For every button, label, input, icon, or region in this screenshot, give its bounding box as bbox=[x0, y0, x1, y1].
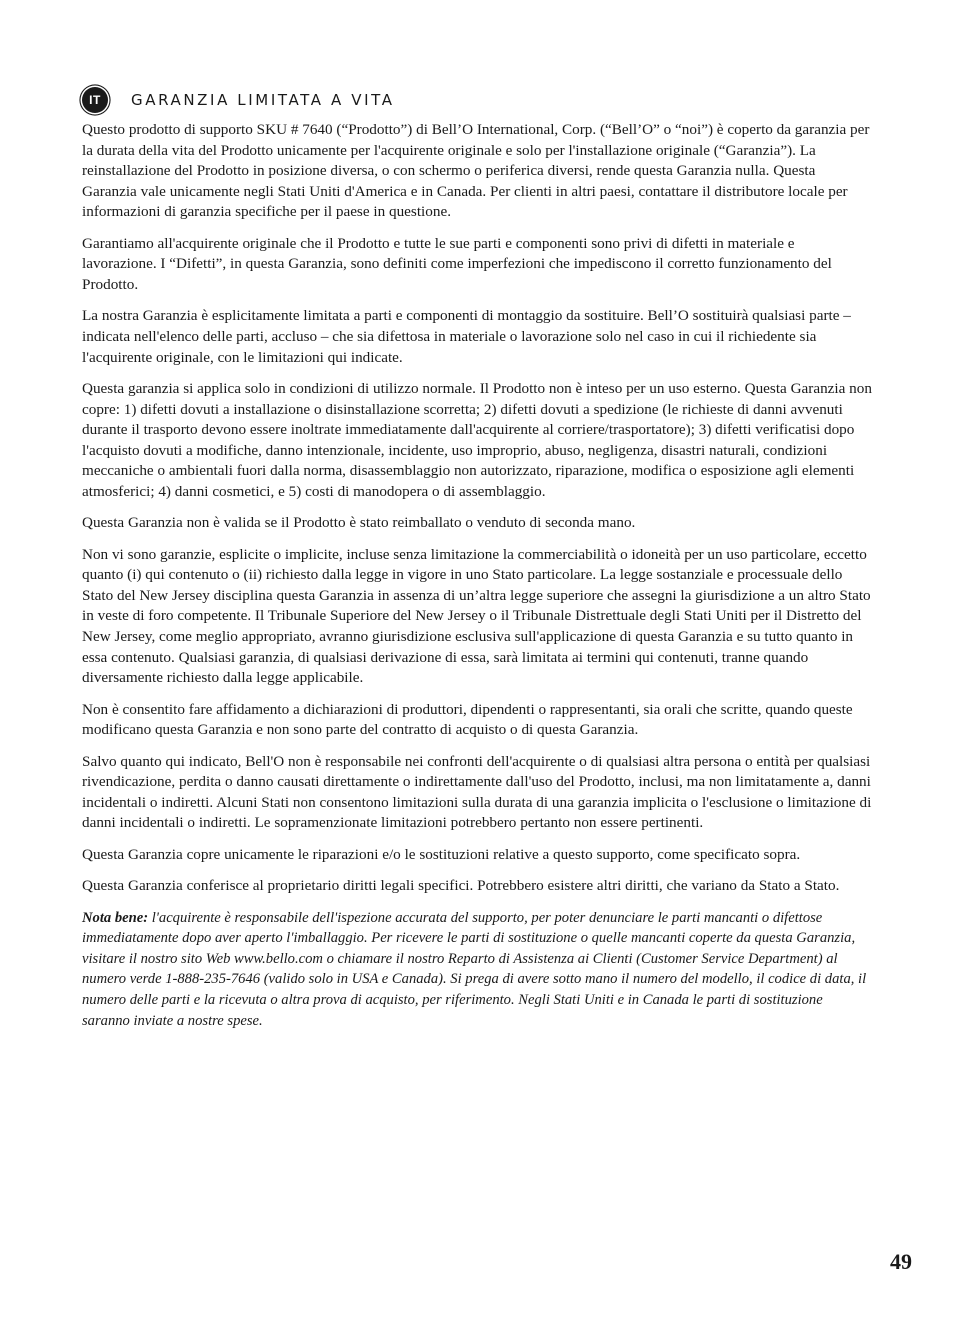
paragraph-jurisdiction: Non vi sono garanzie, esplicite o implicite, incluse senza limitazione la commerciabilità o idoneità per un uso particolare, eccetto quanto (i) qui contenuto o (ii) richiesto dalla legge in vigore in uno Stato particolare. La legge sostanziale e processuale dello Stato del New Jersey disciplina questa Garanzia in assenza di un’altra legge superiore che assegni la giurisdizione a un altro Stato in veste di foro competente. Il Tribunale Superiore del New Jersey o il Tribunale Distrettuale degli Stati Uniti per il Distretto del New Jersey, come meglio appropriato, avranno giurisdizione esclusiva sull'applicazione di questa Garanzia e su tutto quanto in essa contenuto. Qualsiasi garanzia, di qualsiasi derivazione di essa, sarà limitata ai termini qui contenuti, tranne quando diversamente richiesto dalla legge applicabile. bbox=[82, 545, 871, 687]
note-paragraph bbox=[82, 908, 872, 1032]
warranty-text bbox=[82, 120, 872, 1042]
language-badge-icon: IT bbox=[82, 87, 108, 113]
paragraph-exclusions: Questa garanzia si applica solo in condizioni di utilizzo normale. Il Prodotto non è inteso per un uso esterno. Questa Garanzia non copre: 1) difetti dovuti a installazione o disinstallazione scorretta; 2) difetti dovuti a spedizione (le richieste di danni avvenuti durante il trasporto devono essere inoltrate immediatamente dall'acquirente al corriere/trasportatore); 3) difetti verificatisi dopo l'acquisto dovuti a modifiche, danno intenzionale, incidente, uso improprio, abuso, negligenza, disastri naturali, condizioni meccaniche o ambientali fuori dalla norma, disassemblaggio non autorizzato, riparazione, modifica o esposizione agli elementi atmosferici; 4) danni cosmetici, e 5) costi di manodopera o di assemblaggio. bbox=[82, 379, 872, 500]
paragraph-defects: Garantiamo all'acquirente originale che il Prodotto e tutte le sue parti e componenti sono privi di difetti in materiale e lavorazione. I “Difetti”, in questa Garanzia, sono definiti come imperfezioni che impediscono il corretto funzionamento del Prodotto. bbox=[82, 234, 832, 293]
paragraph-coverage: Questo prodotto di supporto SKU # 7640 (“Prodotto”) di Bell’O International, Corp. (“Bell’O” o “noi”) è coperto da garanzia per la durata della vita del Prodotto unicamente per l'acquirente originale e solo per l'installazione originale (“Garanzia”). La reinstallazione del Prodotto in posizione diversa, o con schermo o periferica diversi, rende questa Garanzia nulla. Questa Garanzia vale unicamente negli Stati Uniti d'America e in Canada. Per clienti in altri paesi, contattare il distributore locale per informazioni di garanzia specifiche per il paese in questione. bbox=[82, 121, 870, 221]
section-title: GARANZIA LIMITATA A VITA bbox=[131, 91, 395, 109]
paragraph-representations: Non è consentito fare affidamento a dichiarazioni di produttori, dipendenti o rappresentanti, sia orali che scritte, quando queste modificano questa Garanzia e non sono parte del contratto di acquisto o di questa Garanzia. bbox=[82, 700, 853, 739]
paragraph-limitation: La nostra Garanzia è esplicitamente limitata a parti e componenti di montaggio da sostituire. Bell’O sostituirà qualsiasi parte – indicata nell'elenco delle parti, accluso – che sia difettosa in materiale o lavorazione solo nel caso in cui il richiedente sia l'acquirente originale, con le limitazioni qui indicate. bbox=[82, 307, 851, 366]
note-text: l'acquirente è responsabile dell'ispezione accurata del supporto, per poter denunciare le parti mancanti o difettose immediatamente dopo aver aperto l'imballaggio. Per ricevere le parti di sostituzione o quelle mancanti coperte da questa Garanzia, visitare il nostro sito Web www.bello.com o chiamare il nostro Reparto di Assistenza ai Clienti (Customer Service Department) al numero verde 1-888-235-7646 (valido solo in USA e Canada). Si prega di avere sotto mano il numero del modello, il codice di data, il numero delle parti e la ricevuta o altra prova di acquisto, per riferimento. Negli Stati Uniti e in Canada le parti di sostituzione saranno inviate a nostre spese. bbox=[82, 909, 867, 1029]
paragraph-rights: Questa Garanzia conferisce al proprietario diritti legali specifici. Potrebbero esistere altri diritti, che variano da Stato a Stato. bbox=[82, 877, 840, 895]
paragraph-liability: Salvo quanto qui indicato, Bell'O non è responsabile nei confronti dell'acquirente o di qualsiasi altra persona o entità per qualsiasi rivendicazione, perdita o danno causati direttamente o indirettamente dall'uso del Prodotto, inclusi, ma non limitatamente a, danni incidentali o indiretti. Alcuni Stati non consentono limitazioni sulla durata di una garanzia implicita o l'esclusione o limitazione di danni incidentali o indiretti. Le sopramenzionate limitazioni potrebbero pertanto non essere pertinenti. bbox=[82, 752, 872, 832]
page-number: 49 bbox=[890, 1249, 912, 1274]
paragraph-scope: Questa Garanzia copre unicamente le riparazioni e/o le sostituzioni relative a questo supporto, come specificato sopra. bbox=[82, 845, 801, 863]
note-label: Nota bene: bbox=[82, 909, 149, 926]
paragraph-resale: Questa Garanzia non è valida se il Prodotto è stato reimballato o venduto di seconda mano. bbox=[82, 514, 636, 532]
section-header bbox=[82, 87, 395, 113]
